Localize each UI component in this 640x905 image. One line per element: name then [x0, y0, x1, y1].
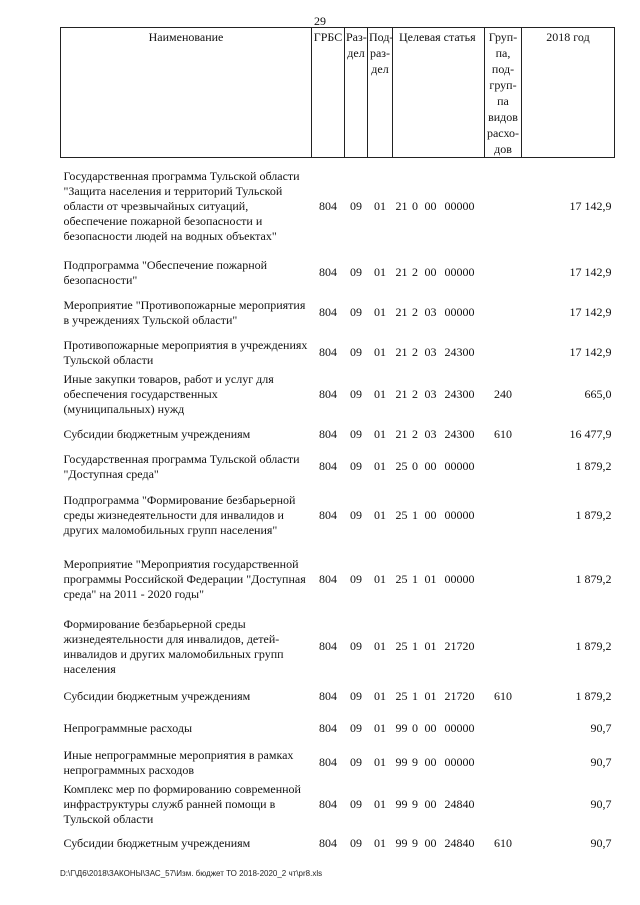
target-article-part: 2 [412, 265, 418, 279]
row-name: Субсидии бюджетным учреждениям [63, 427, 251, 441]
target-article-part: 2 [412, 345, 418, 359]
row-grbs: 804 [319, 755, 337, 769]
row-grbs: 804 [319, 796, 337, 811]
target-article-part: 00000 [444, 199, 475, 214]
target-article-part: 00000 [444, 572, 475, 586]
target-article-part: 1 [412, 508, 418, 522]
target-article-part: 21 [395, 265, 408, 279]
row-target-article [393, 158, 485, 256]
table-row [61, 420, 615, 450]
header-target-article: Целевая статья [393, 28, 485, 158]
row-amount: 90,7 [590, 755, 612, 769]
row-grbs: 804 [319, 639, 337, 653]
row-section: 09 [350, 199, 362, 214]
row-subsection: 01 [374, 572, 386, 586]
target-article-part: 9 [412, 755, 418, 769]
target-article-part: 03 [424, 345, 437, 359]
row-section: 09 [350, 508, 362, 522]
target-article-part: 99 [395, 796, 408, 811]
row-target-article [393, 450, 485, 484]
row-name: Подпрограмма "Обеспечение пожарной безопасности" [63, 257, 268, 287]
row-section: 09 [350, 796, 362, 811]
row-name: Комплекс мер по формированию современной инфраструктуры служб ранней помощи в Тульской области [63, 781, 301, 826]
row-amount: 16 477,9 [569, 427, 612, 441]
row-amount: 17 142,9 [569, 199, 612, 214]
table-row [61, 746, 615, 780]
row-section: 09 [350, 755, 362, 769]
target-article-part: 99 [395, 836, 408, 850]
row-subsection: 01 [374, 387, 386, 401]
table-row [61, 336, 615, 370]
row-name: Иные закупки товаров, работ и услуг для обеспечения государственных (муниципальных) нужд [63, 372, 274, 416]
target-article-part: 1 [412, 572, 418, 586]
target-article-part: 01 [424, 639, 437, 653]
target-article-part: 00000 [444, 305, 475, 319]
row-amount: 1 879,2 [575, 508, 612, 522]
row-section: 09 [350, 836, 362, 850]
row-subsection: 01 [374, 305, 386, 319]
row-section: 09 [350, 387, 362, 401]
header-expense-group: Груп- па, под- груп- па видов расхо- дов [485, 28, 522, 158]
table-row [61, 612, 615, 682]
row-expense-group [485, 256, 522, 290]
row-section: 09 [350, 427, 362, 441]
target-article-part: 01 [424, 689, 437, 703]
page-number: 29 [314, 14, 326, 28]
target-article-part: 21 [395, 305, 408, 319]
row-target-article [393, 746, 485, 780]
row-section: 09 [350, 345, 362, 359]
row-name: Мероприятие "Мероприятия государственной программы Российской Федерации "Доступная среда" на 2011 - 2020 годы" [63, 557, 306, 601]
table-row [61, 712, 615, 746]
target-article-part: 1 [412, 689, 418, 703]
target-article-part: 21720 [444, 639, 475, 653]
row-amount: 1 879,2 [575, 572, 612, 586]
row-subsection: 01 [374, 639, 386, 653]
row-subsection: 01 [374, 427, 386, 441]
row-subsection: 01 [374, 755, 386, 769]
row-amount: 1 879,2 [575, 689, 612, 703]
row-target-article [393, 780, 485, 829]
table-row [61, 450, 615, 484]
row-name: Непрограммные расходы [63, 721, 193, 735]
row-name: Государственная программа Тульской области "Доступная среда" [63, 451, 300, 481]
target-article-part: 00 [424, 721, 437, 735]
row-target-article [393, 682, 485, 712]
row-target-article [393, 420, 485, 450]
target-article-part: 25 [395, 639, 408, 653]
row-grbs: 804 [319, 387, 337, 401]
table-row [61, 256, 615, 290]
target-article-part: 9 [412, 836, 418, 850]
target-article-part: 0 [412, 721, 418, 735]
header-name: Наименование [61, 28, 312, 158]
target-article-part: 25 [395, 508, 408, 522]
target-article-part: 24300 [444, 345, 475, 359]
row-name: Иные непрограммные мероприятия в рамках непрограммных расходов [63, 747, 294, 777]
target-article-part: 00 [424, 836, 437, 850]
row-target-article [393, 370, 485, 420]
row-section: 09 [350, 721, 362, 735]
table-row [61, 290, 615, 336]
row-amount: 17 142,9 [569, 305, 612, 319]
target-article-part: 00 [424, 796, 437, 811]
row-grbs: 804 [319, 836, 337, 850]
row-expense-group: 610 [494, 427, 512, 441]
target-article-part: 24840 [444, 796, 475, 811]
row-name: Субсидии бюджетным учреждениям [63, 836, 251, 850]
target-article-part: 0 [412, 199, 418, 214]
row-name: Государственная программа Тульской области "Защита населения и территорий Тульской области от чрезвычайных ситуаций, обеспечение пожарной безопасности и безопасности людей на водных объектах" [63, 169, 300, 244]
row-subsection: 01 [374, 721, 386, 735]
row-section: 09 [350, 459, 362, 473]
target-article-part: 00000 [444, 755, 475, 769]
target-article-part: 9 [412, 796, 418, 811]
row-target-article [393, 712, 485, 746]
row-name: Мероприятие "Противопожарные мероприятия в учреждениях Тульской области" [63, 297, 306, 327]
row-expense-group [485, 746, 522, 780]
row-name: Подпрограмма "Формирование безбарьерной среды жизнедеятельности для инвалидов и других маломобильных групп населения" [63, 493, 296, 537]
row-expense-group [485, 712, 522, 746]
row-expense-group [485, 290, 522, 336]
row-expense-group [485, 336, 522, 370]
target-article-part: 00000 [444, 721, 475, 735]
row-expense-group [485, 158, 522, 256]
row-subsection: 01 [374, 345, 386, 359]
target-article-part: 21 [395, 199, 408, 214]
header-subsection: Под- раз- дел [368, 28, 393, 158]
row-expense-group [485, 780, 522, 829]
row-expense-group [485, 484, 522, 548]
target-article-part: 25 [395, 689, 408, 703]
table-row [61, 484, 615, 548]
row-grbs: 804 [319, 345, 337, 359]
row-subsection: 01 [374, 836, 386, 850]
row-name: Формирование безбарьерной среды жизнедеятельности для инвалидов, детей-инвалидов и других маломобильных групп населения [63, 616, 284, 676]
row-target-article [393, 484, 485, 548]
row-target-article [393, 612, 485, 682]
row-target-article [393, 290, 485, 336]
table-row [61, 682, 615, 712]
table-row [61, 829, 615, 859]
row-grbs: 804 [319, 305, 337, 319]
row-grbs: 804 [319, 721, 337, 735]
row-expense-group [485, 612, 522, 682]
row-section: 09 [350, 639, 362, 653]
header-year: 2018 год [522, 28, 615, 158]
target-article-part: 21 [395, 387, 408, 401]
target-article-part: 21 [395, 345, 408, 359]
header-section: Раз- дел [345, 28, 368, 158]
row-subsection: 01 [374, 689, 386, 703]
row-grbs: 804 [319, 459, 337, 473]
row-amount: 17 142,9 [569, 345, 612, 359]
target-article-part: 21720 [444, 689, 475, 703]
table-header-row [61, 28, 615, 158]
row-name: Субсидии бюджетным учреждениям [63, 689, 251, 703]
row-target-article [393, 336, 485, 370]
table-row [61, 158, 615, 256]
target-article-part: 00 [424, 508, 437, 522]
target-article-part: 25 [395, 572, 408, 586]
target-article-part: 03 [424, 305, 437, 319]
row-amount: 90,7 [590, 836, 612, 850]
row-target-article [393, 829, 485, 859]
row-grbs: 804 [319, 689, 337, 703]
target-article-part: 2 [412, 305, 418, 319]
row-subsection: 01 [374, 199, 386, 214]
table-row [61, 548, 615, 612]
target-article-part: 24840 [444, 836, 475, 850]
row-expense-group: 240 [494, 387, 512, 401]
target-article-part: 21 [395, 427, 408, 441]
target-article-part: 1 [412, 639, 418, 653]
target-article-part: 00 [424, 755, 437, 769]
row-expense-group [485, 548, 522, 612]
target-article-part: 99 [395, 755, 408, 769]
row-expense-group: 610 [494, 836, 512, 850]
row-section: 09 [350, 305, 362, 319]
target-article-part: 00 [424, 459, 437, 473]
row-amount: 1 879,2 [575, 459, 612, 473]
target-article-part: 00 [424, 265, 437, 279]
target-article-part: 99 [395, 721, 408, 735]
row-subsection: 01 [374, 508, 386, 522]
row-grbs: 804 [319, 199, 337, 214]
row-amount: 665,0 [584, 387, 612, 401]
row-amount: 17 142,9 [569, 265, 612, 279]
target-article-part: 00000 [444, 459, 475, 473]
table-row [61, 780, 615, 829]
row-grbs: 804 [319, 265, 337, 279]
header-grbs: ГРБС [312, 28, 345, 158]
target-article-part: 0 [412, 459, 418, 473]
row-target-article [393, 256, 485, 290]
row-subsection: 01 [374, 459, 386, 473]
target-article-part: 03 [424, 387, 437, 401]
table-body [61, 158, 615, 859]
file-path-footer: D:\Г\Д6\2018\ЗАКОНЫ\ЗАС_57\Изм. бюджет ТО 2018-2020_2 чт\pr8.xls [60, 869, 323, 878]
row-section: 09 [350, 689, 362, 703]
target-article-part: 00 [424, 199, 437, 214]
target-article-part: 01 [424, 572, 437, 586]
target-article-part: 24300 [444, 427, 475, 441]
target-article-part: 00000 [444, 265, 475, 279]
row-grbs: 804 [319, 572, 337, 586]
budget-table [60, 27, 615, 859]
target-article-part: 00000 [444, 508, 475, 522]
row-grbs: 804 [319, 427, 337, 441]
row-amount: 90,7 [590, 721, 612, 735]
row-expense-group [485, 450, 522, 484]
target-article-part: 25 [395, 459, 408, 473]
row-subsection: 01 [374, 265, 386, 279]
row-subsection: 01 [374, 796, 386, 811]
table-row [61, 370, 615, 420]
row-amount: 1 879,2 [575, 639, 612, 653]
target-article-part: 03 [424, 427, 437, 441]
target-article-part: 2 [412, 387, 418, 401]
row-section: 09 [350, 572, 362, 586]
row-amount: 90,7 [590, 796, 612, 811]
row-grbs: 804 [319, 508, 337, 522]
row-expense-group: 610 [494, 689, 512, 703]
target-article-part: 2 [412, 427, 418, 441]
row-section: 09 [350, 265, 362, 279]
row-name: Противопожарные мероприятия в учреждениях Тульской области [63, 337, 308, 367]
target-article-part: 24300 [444, 387, 475, 401]
row-target-article [393, 548, 485, 612]
